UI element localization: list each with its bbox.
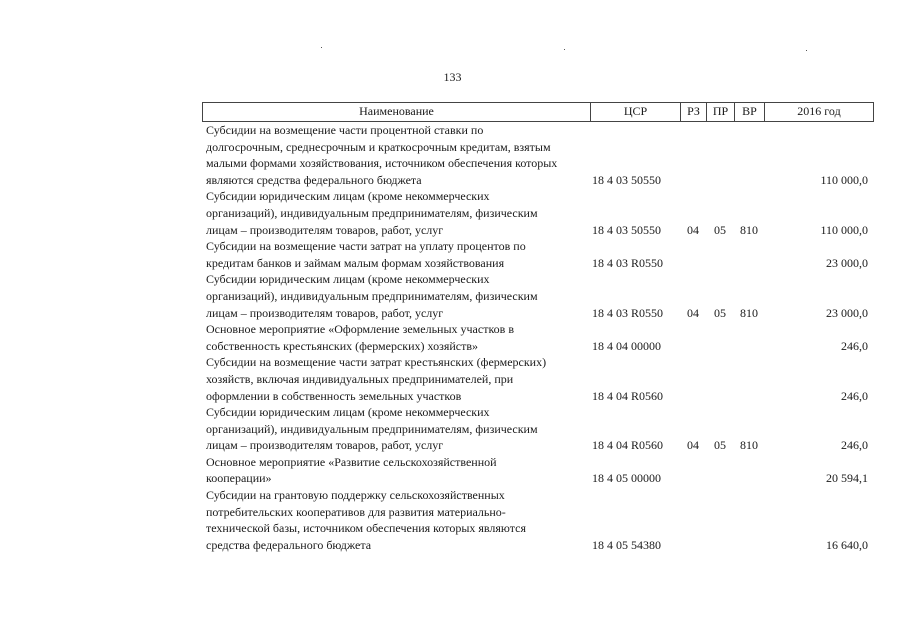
row-vr: 810 (740, 438, 758, 453)
row-pr: 05 (714, 305, 726, 320)
table-row (202, 188, 874, 238)
row-vr (734, 454, 764, 487)
table-row (202, 404, 874, 454)
row-amount: 110 000,0 (820, 222, 868, 237)
row-pr (706, 454, 734, 487)
header-rz: РЗ (680, 103, 706, 121)
scan-speck (321, 47, 322, 48)
row-csr: 18 4 04 R0560 (592, 388, 664, 403)
row-csr: 18 4 03 50550 (592, 222, 661, 237)
row-name: Субсидии на возмещение части затрат на уплату процентов по кредитам банков и займам малым формам хозяйствования (206, 239, 526, 270)
row-pr (706, 321, 734, 354)
row-amount: 20 594,1 (826, 471, 868, 486)
row-rz: 04 (687, 438, 699, 453)
row-pr (706, 238, 734, 271)
row-rz (680, 238, 706, 271)
budget-table (202, 102, 874, 553)
row-rz: 04 (687, 305, 699, 320)
row-pr: 05 (714, 438, 726, 453)
row-pr (706, 354, 734, 404)
row-amount: 23 000,0 (826, 255, 868, 270)
row-pr (706, 487, 734, 553)
row-vr (734, 122, 764, 188)
row-pr: 05 (714, 222, 726, 237)
row-csr: 18 4 03 50550 (592, 172, 661, 187)
table-row (202, 238, 874, 271)
row-name: Субсидии на возмещение части процентной ставки по долгосрочным, среднесрочным и краткосрочным кредитам, взятым малыми формами хозяйствования, источником обеспечения которых являются средства федерального бюджета (206, 123, 558, 187)
row-csr: 18 4 04 R0560 (592, 438, 664, 453)
header-vr: ВР (734, 103, 764, 121)
header-csr: ЦСР (590, 103, 680, 121)
row-amount: 246,0 (841, 388, 868, 403)
row-amount: 246,0 (841, 438, 868, 453)
row-rz: 04 (687, 222, 699, 237)
table-body (202, 122, 874, 553)
table-row (202, 354, 874, 404)
row-csr: 18 4 04 00000 (592, 338, 661, 353)
row-name: Субсидии на возмещение части затрат крестьянских (фермерских) хозяйств, включая индивидуальных предпринимателей, при оформлении в собственность земельных участков (206, 355, 547, 403)
row-rz (680, 321, 706, 354)
header-pr: ПР (706, 103, 734, 121)
row-vr (734, 354, 764, 404)
scan-speck (806, 50, 807, 51)
row-name: Основное мероприятие «Развитие сельскохозяйственной кооперации» (206, 454, 497, 486)
row-vr (734, 487, 764, 553)
row-rz (680, 454, 706, 487)
table-row (202, 454, 874, 487)
row-vr: 810 (740, 222, 758, 237)
row-csr: 18 4 05 54380 (592, 537, 661, 552)
table-header (202, 102, 874, 122)
row-csr: 18 4 05 00000 (592, 471, 661, 486)
row-name: Субсидии юридическим лицам (кроме некоммерческих организаций), индивидуальным предпринимателям, физическим лицам – производителям товаров, работ, услуг (206, 405, 538, 453)
row-vr: 810 (740, 305, 758, 320)
header-name: Наименование (202, 103, 590, 121)
row-amount: 23 000,0 (826, 305, 868, 320)
table-row (202, 321, 874, 354)
row-name: Субсидии на грантовую поддержку сельскохозяйственных потребительских кооперативов для развития материально- технической базы, источником обеспечения которых являются средства федерального бюджета (206, 488, 526, 552)
page-number: 133 (443, 70, 462, 84)
row-csr: 18 4 03 R0550 (592, 255, 664, 270)
table-row (202, 122, 874, 188)
row-rz (680, 122, 706, 188)
header-year: 2016 год (764, 103, 874, 121)
scan-speck (564, 49, 565, 50)
row-csr: 18 4 03 R0550 (592, 305, 664, 320)
table-row (202, 487, 874, 553)
row-rz (680, 487, 706, 553)
row-name: Субсидии юридическим лицам (кроме некоммерческих организаций), индивидуальным предпринимателям, физическим лицам – производителям товаров, работ, услуг (206, 189, 538, 237)
table-row (202, 271, 874, 321)
row-name: Субсидии юридическим лицам (кроме некоммерческих организаций), индивидуальным предпринимателям, физическим лицам – производителям товаров, работ, услуг (206, 272, 538, 320)
row-amount: 110 000,0 (820, 172, 868, 187)
row-amount: 16 640,0 (826, 537, 868, 552)
row-vr (734, 321, 764, 354)
row-amount: 246,0 (841, 338, 868, 353)
row-vr (734, 238, 764, 271)
row-rz (680, 354, 706, 404)
row-name: Основное мероприятие «Оформление земельных участков в собственность крестьянских (фермерских) хозяйств» (206, 322, 515, 353)
row-pr (706, 122, 734, 188)
